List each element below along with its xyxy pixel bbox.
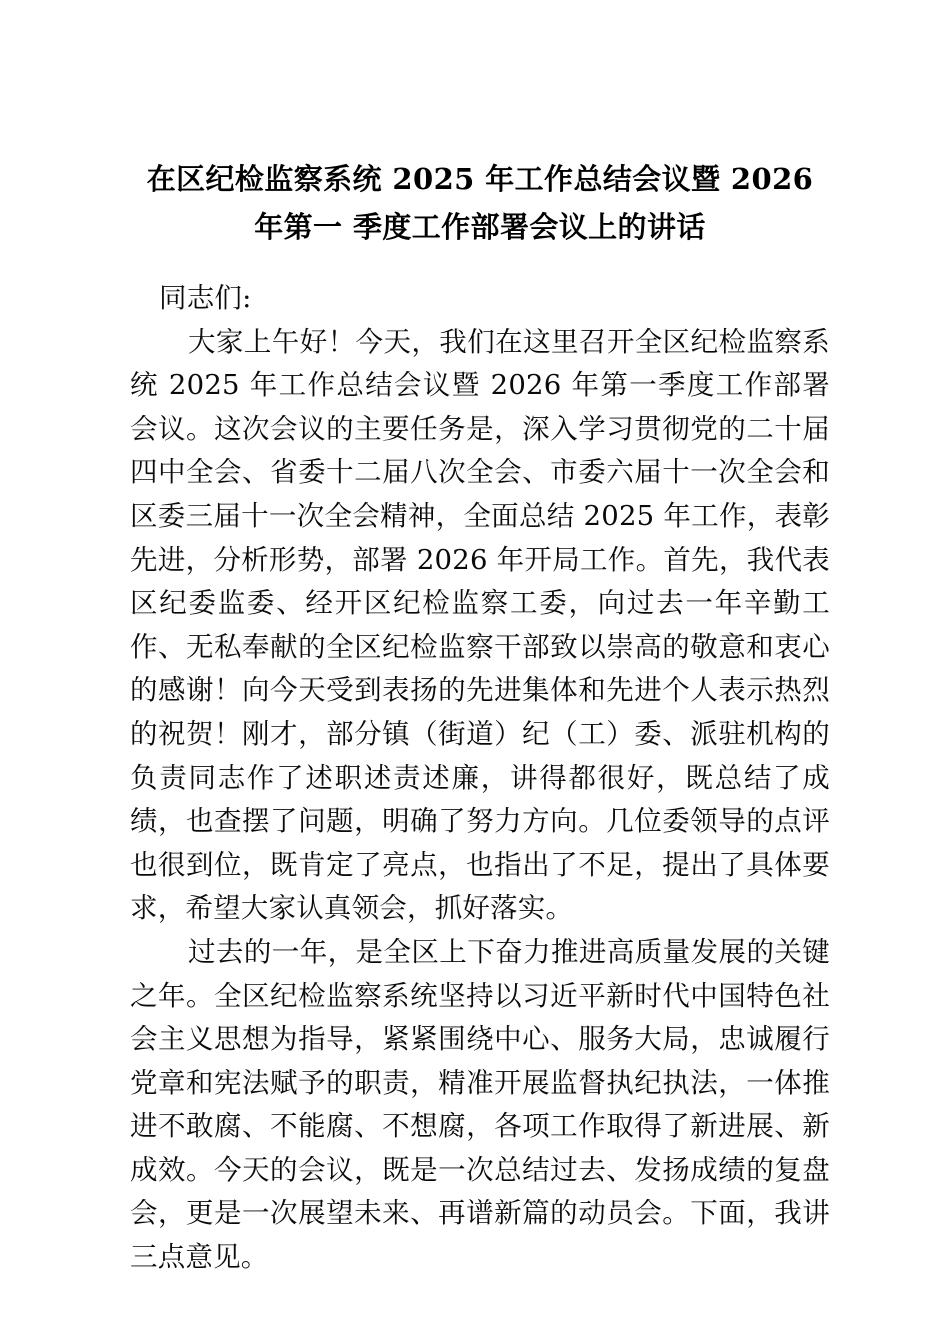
document-title-line-2: 季度工作部署会议上的讲话 [352,210,706,244]
document-body [130,155,830,1280]
document-title [130,155,830,251]
salutation: 同志们: [159,282,252,314]
paragraph-1: 大家上午好！今天，我们在这里召开全区纪检监察系统 2025 年工作总结会议暨 2026 年第一季度工作部署会议。这次会议的主要任务是，深入学习贯彻党的二十届四中全会、省委十二届八次全会、市委六届十一次全会和区委三届十一次全会精神，全面总结 2025 年工作，表彰先进，分析形势，部署 2026 年开局工作。首先，我代表区纪委监委、经开区纪检监察工委，向过去一年辛勤工作、无私奉献的全区纪检监察干部致以崇高的敬意和衷心的感谢！向今天受到表扬的先进集体和先进个人表示热烈的祝贺！刚才，部分镇（街道）纪（工）委、派驻机构的负责同志作了述职述责述廉，讲得都很好，既总结了成绩，也查摆了问题，明确了努力方向。几位委领导的点评也很到位，既肯定了亮点，也指出了不足，提出了具体要求，希望大家认真领会，抓好落实。 [130,325,830,925]
document-title-line-1: 在区纪检监察系统 2025 年工作总结会议暨 2026 年第一 [146,162,814,244]
paragraph-2: 过去的一年，是全区上下奋力推进高质量发展的关键之年。全区纪检监察系统坚持以习近平新时代中国特色社会主义思想为指导，紧紧围绕中心、服务大局，忠诚履行党章和宪法赋予的职责，精准开展监督执纪执法，一体推进不敢腐、不能腐、不想腐，各项工作取得了新进展、新成效。今天的会议，既是一次总结过去、发扬成绩的复盘会，更是一次展望未来、再谱新篇的动员会。下面，我讲三点意见。 [130,935,830,1274]
